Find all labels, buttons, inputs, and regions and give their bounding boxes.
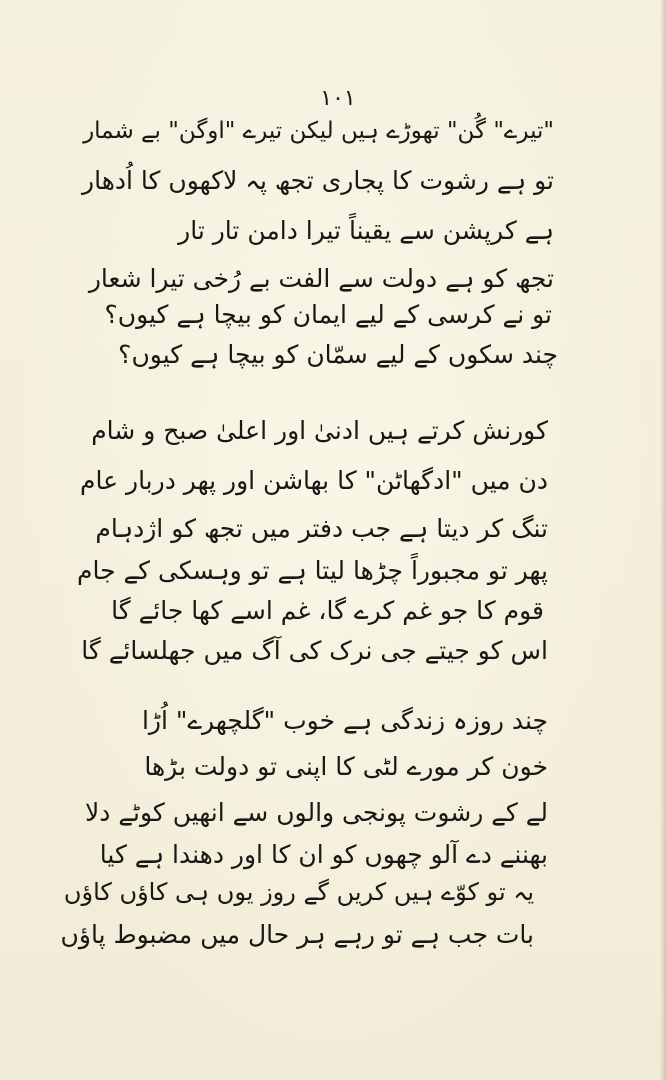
verse-line: اس کو جیتے جی نرک کی آگ میں جھلسائے گا	[81, 636, 548, 665]
verse-line: چند روزہ زندگی ہے خوب "گلچھرے" اُڑا	[141, 706, 548, 735]
verse-line: خون کر مورے لٹی کا اپنی تو دولت بڑھا	[144, 752, 548, 781]
page-number: ۱۰۱	[320, 86, 356, 111]
verse-line: تو ہے رشوت کا پجاری تجھ پہ لاکھوں کا اُدھار	[82, 166, 554, 195]
verse-line: دن میں "ادگھاٹن" کا بھاشن اور پھر دربار عام	[80, 466, 548, 495]
verse-line: تو نے کرسی کے لیے ایمان کو بیچا ہے کیوں؟	[104, 300, 552, 329]
verse-line: "تیرے" گُن" تھوڑے ہیں لیکن تیرے "اوگن" بے شمار	[83, 118, 554, 144]
verse-line: چند سکوں کے لیے سمّان کو بیچا ہے کیوں؟	[118, 340, 558, 369]
verse-line: ہے کرپشن سے یقیناً تیرا دامن تار تار	[178, 216, 554, 245]
verse-line: تجھ کو ہے دولت سے الفت بے رُخی تیرا شعار	[88, 264, 554, 293]
stanza-1	[82, 118, 558, 380]
page-edge-shadow	[660, 0, 666, 1080]
verse-line: بات جب ہے تو رہے ہر حال میں مضبوط پاؤں	[60, 920, 534, 949]
verse-line: لے کے رشوت پونجی والوں سے انھیں کوٹے دلا	[85, 798, 548, 827]
verse-line: پھر تو مجبوراً چڑھا لیتا ہے تو وہسکی کے جام	[77, 556, 548, 585]
verse-line: یہ تو کوّے ہیں کریں گے روز یوں ہی کاؤں کاؤں	[63, 878, 534, 906]
verse-line: تنگ کر دیتا ہے جب دفتر میں تجھ کو اژدہام	[95, 514, 548, 543]
verse-line: قوم کا جو غم کرے گا، غم اسے کھا جائے گا	[111, 596, 544, 625]
verse-line: بھننے دے آلو چھوں کو ان کا اور دھندا ہے کیا	[99, 840, 548, 869]
stanza-3	[60, 706, 548, 958]
stanza-2	[77, 416, 548, 665]
verse-line: کورنش کرتے ہیں ادنیٰ اور اعلیٰ صبح و شام	[91, 416, 548, 445]
